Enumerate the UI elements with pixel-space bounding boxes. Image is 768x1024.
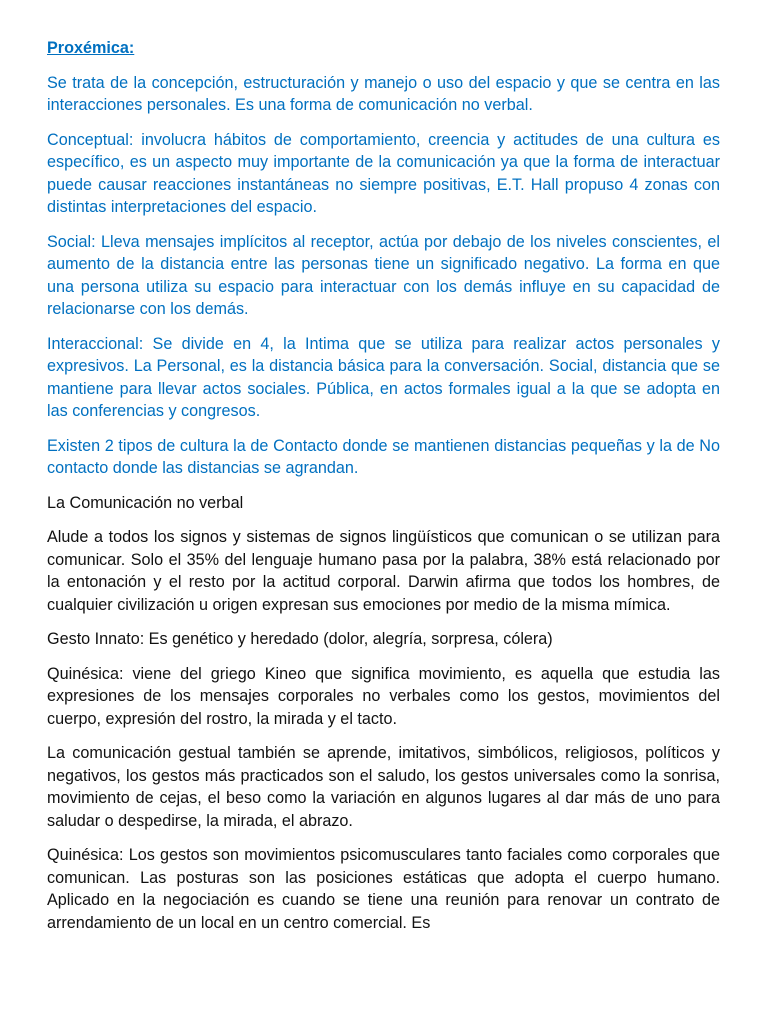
paragraph-gesto-innato: Gesto Innato: Es genético y heredado (dolor, alegría, sorpresa, cólera) [47, 630, 553, 648]
section-title-comunicacion-no-verbal: La Comunicación no verbal [47, 493, 244, 512]
paragraph-comunicacion-gestual: La comunicación gestual también se aprende, imitativos, simbólicos, religiosos, políticos y negativos, los gestos más practicados son el saludo, los gestos universales como la sonrisa, movimiento de cejas, el beso como la variación en algunos lugares al dar más de uno para saludar o despedirse, la mirada, el abrazo. [47, 744, 720, 830]
paragraph-signos: Alude a todos los signos y sistemas de signos lingüísticos que comunican o se utilizan para comunicar. Solo el 35% del lenguaje humano pasa por la palabra, 38% está relacionado por la entonación y el resto por la actitud corporal. Darwin afirma que todos los hombres, de cualquier civilización u origen expresan sus emociones por medio de la misma mímica. [47, 528, 720, 614]
paragraph-social: Social: Lleva mensajes implícitos al receptor, actúa por debajo de los niveles conscientes, el aumento de la distancia entre las personas tiene un significado negativo. La forma en que una persona utiliza su espacio para interactuar con los demás influye en su capacidad de relacionarse con los demás. [47, 232, 720, 318]
paragraph-quinesica-gestos: Quinésica: Los gestos son movimientos psicomusculares tanto faciales como corporales que comunican. Las posturas son las posiciones estáticas que adopta el cuerpo humano. Aplicado en la negociación es cuando se tiene una reunión para renovar un contrato de arrendamiento de un local en un centro comercial. Es [47, 846, 720, 932]
document-page [47, 37, 720, 945]
paragraph-tipos-cultura: Existen 2 tipos de cultura la de Contacto donde se mantienen distancias pequeñas y la de No contacto donde las distancias se agrandan. [47, 436, 720, 477]
paragraph-conceptual: Conceptual: involucra hábitos de comportamiento, creencia y actitudes de una cultura es específico, es un aspecto muy importante de la comunicación ya que la forma de interactuar puede causar reacciones instantáneas no siempre positivas, E.T. Hall propuso 4 zonas con distintas interpretaciones del espacio. [47, 130, 720, 216]
paragraph-quinesica-definicion: Quinésica: viene del griego Kineo que significa movimiento, es aquella que estudia las expresiones de los mensajes corporales no verbales como los gestos, movimientos del cuerpo, expresión del rostro, la mirada y el tacto. [47, 664, 720, 728]
paragraph-definition: Se trata de la concepción, estructuración y manejo o uso del espacio y que se centra en las interacciones personales. Es una forma de comunicación no verbal. [47, 73, 720, 114]
section-heading-proxemica: Proxémica: [47, 39, 135, 57]
paragraph-interaccional: Interaccional: Se divide en 4, la Intima que se utiliza para realizar actos personales y expresivos. La Personal, es la distancia básica para la conversación. Social, distancia que se mantiene para llevar actos sociales. Pública, en actos formales igual a la que se adopta en las conferencias y congresos. [47, 334, 720, 420]
